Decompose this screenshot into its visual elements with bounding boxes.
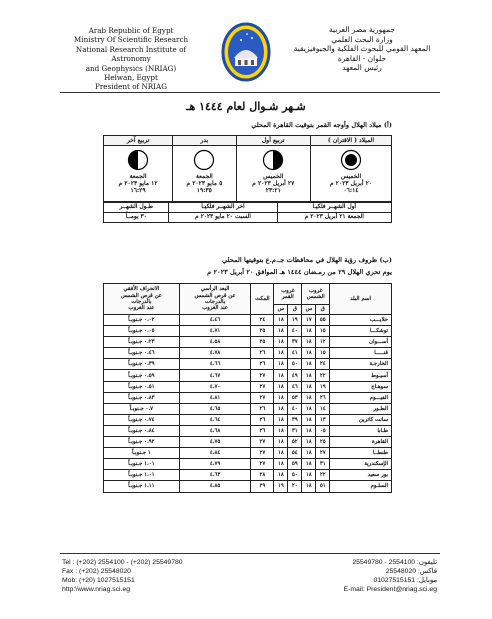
cell-altitude: ٤،٥٨ <box>179 337 251 348</box>
cell-sunset-hours: ١٨ <box>302 448 316 459</box>
cell-moonset-hours: ١٨ <box>274 425 288 436</box>
cell-sunset-hours: ١٨ <box>302 437 316 448</box>
table-row <box>104 337 392 348</box>
col-azimuth-line: الانحراف الأفقي <box>123 286 160 293</box>
cell-sunset-minutes: ٢٢ <box>316 470 330 481</box>
cell-moonset-hours: ١٨ <box>274 370 288 381</box>
footer-mobile-ar <box>344 576 437 585</box>
header-en-line: Arab Republic of Egypt <box>88 26 174 35</box>
cell-sunset-hours: ١٨ <box>302 414 316 425</box>
cell-lag: ٢٧ <box>251 448 274 459</box>
cell-azimuth: ١،٠١ جـنوبـاً <box>104 459 180 470</box>
cell-azimuth: ٠،٨٣ جـنوبـاً <box>104 392 180 403</box>
cell-sunset-minutes: ١٤ <box>316 403 330 414</box>
section-a-heading: (أ) ميلاد الهلال وأوجه القمر بتوقيت القاهرة المحلي <box>251 121 392 129</box>
footer-tel-ar-value: 25549780 - 2554100 <box>352 559 416 566</box>
cell-moonset-minutes: ٥٠ <box>288 359 302 370</box>
header-en-line: President of NRIAG <box>95 82 167 92</box>
cell-sunset-minutes: ٢٧ <box>316 448 330 459</box>
cell-moonset-hours: ١٨ <box>274 414 288 425</box>
table-row <box>104 459 392 470</box>
moon-phases-table <box>103 135 392 203</box>
cell-sunset-minutes: ١٢ <box>316 337 330 348</box>
col-azimuth <box>104 284 180 315</box>
cell-altitude: ٤،٦٣ <box>179 470 251 481</box>
header-ar-line: حلوان - القاهرة <box>337 53 387 63</box>
col-lag: المكث <box>251 284 274 315</box>
cell-lag: ٢٤ <box>251 315 274 326</box>
cell-city: الفيـــوم <box>330 392 392 403</box>
header-divider <box>60 92 440 93</box>
cell-altitude: ٤،٤٦ <box>179 315 251 326</box>
cell-lag: ٢٥ <box>251 326 274 337</box>
cell-city: توشكـــا <box>330 326 392 337</box>
col-moon-minutes: ق <box>288 305 302 315</box>
first-day-value: الجمعة ٢١ أبريل ٢٠٢٣ م <box>277 212 391 223</box>
phase-cell <box>236 146 310 203</box>
phase-date: ٢٧ أبريل ٢٠٢٣ م <box>252 180 295 188</box>
month-length-value: ٣٠ يومــاً <box>104 212 169 223</box>
col-azimuth-line: عن قرص الشمس <box>120 292 162 299</box>
cell-moonset-hours: ١٨ <box>274 403 288 414</box>
cell-city: الخارجـة <box>330 359 392 370</box>
cell-sunset-minutes: ٣١ <box>316 459 330 470</box>
cell-moonset-hours: ١٩ <box>274 481 288 492</box>
table-row <box>104 425 392 436</box>
cell-moonset-minutes: ١٩ <box>288 315 302 326</box>
cell-azimuth: ٠،٧ جـنوبـاً <box>104 403 180 414</box>
cell-lag: ٢٦ <box>251 403 274 414</box>
cell-city: أسيـوط <box>330 370 392 381</box>
col-altitude <box>179 284 251 315</box>
cell-sunset-hours: ١٨ <box>302 370 316 381</box>
cell-azimuth: ٠،٣٩ جـنوبـاً <box>104 359 180 370</box>
header-arabic <box>282 25 442 73</box>
cell-lag: ٢٦ <box>251 425 274 436</box>
cell-city: حلايـــب <box>330 315 392 326</box>
phase-cell <box>173 146 237 203</box>
cell-moonset-hours: ١٨ <box>274 326 288 337</box>
section-b-heading: (ب) ظروف رؤية الهلال في محافظات جـ.م.ع بتوقيتها المحلي <box>222 256 392 264</box>
month-summary-table <box>103 201 392 223</box>
phase-name: بدر <box>173 136 237 146</box>
header-en-line: Ministry Of Scientific Research <box>73 35 189 45</box>
cell-lag: ٢٧ <box>251 381 274 392</box>
cell-city: السلـوم <box>330 481 392 492</box>
cell-azimuth: ٠،٢٣ جـنوبـاً <box>104 337 180 348</box>
phase-time: ١٦:٢٩ <box>130 187 146 195</box>
visibility-rows <box>104 315 392 493</box>
footer-divider <box>60 553 440 554</box>
table-row <box>104 315 392 326</box>
nriag-logo <box>221 22 271 84</box>
cell-moonset-hours: ١٨ <box>274 381 288 392</box>
cell-moonset-minutes: ٥٠ <box>288 470 302 481</box>
cell-city: قنـــــا <box>330 348 392 359</box>
cell-altitude: ٤،٧٩ <box>179 459 251 470</box>
cell-altitude: ٤،٧٠ <box>179 381 251 392</box>
cell-sunset-minutes: ٠٥ <box>316 425 330 436</box>
cell-city: سوهـاج <box>330 381 392 392</box>
cell-city: بور سعيد <box>330 470 392 481</box>
cell-moonset-hours: ١٨ <box>274 315 288 326</box>
phase-day: الخميس <box>340 173 362 180</box>
col-sunset: غروب الشمس <box>302 284 330 305</box>
cell-lag: ٢٦ <box>251 414 274 425</box>
table-row <box>104 481 392 492</box>
cell-lag: ٢٥ <box>251 337 274 348</box>
cell-moonset-hours: ١٨ <box>274 437 288 448</box>
header-ar-line: وزارة البحث العلمي <box>331 34 393 44</box>
cell-altitude: ٤،٦٧ <box>179 370 251 381</box>
table-row <box>104 348 392 359</box>
cell-azimuth: ٠،٥١ جـنوبـاً <box>104 381 180 392</box>
cell-azimuth: ٠،٥٩ جـنوبـاً <box>104 370 180 381</box>
cell-moonset-minutes: ٣١ <box>288 425 302 436</box>
cell-moonset-hours: ١٨ <box>274 392 288 403</box>
cell-sunset-hours: ١٨ <box>302 481 316 492</box>
cell-moonset-hours: ١٨ <box>274 470 288 481</box>
cell-city: أســـوان <box>330 337 392 348</box>
table-row <box>104 381 392 392</box>
new-moon-icon <box>340 149 362 171</box>
last-day-value: السبت ٢٠ مايو ٢٠٢٣ م <box>169 212 277 223</box>
cell-lag: ٢٨ <box>251 470 274 481</box>
footer-mobile-ar-label: موبايل: <box>416 577 437 584</box>
cell-sunset-hours: ١٨ <box>302 470 316 481</box>
header-en-line: National Research Institute of Astronomy <box>75 44 187 64</box>
footer-fax-ar-label: فاكس: <box>417 568 437 575</box>
footer-fax-ar <box>344 567 437 576</box>
header-ar-line: رئيس المعهد <box>342 63 382 73</box>
phase-name: الميلاد ( الاقتران ) <box>310 136 391 146</box>
cell-lag: ٢٩ <box>251 481 274 492</box>
cell-sunset-minutes: ١٥ <box>316 348 330 359</box>
table-row <box>104 392 392 403</box>
cell-sunset-minutes: ١٥ <box>316 326 330 337</box>
cell-sunset-hours: ١٨ <box>302 425 316 436</box>
cell-altitude: ٤،٨٤ <box>179 448 251 459</box>
footer-mobile: Mob: (+20) 1027515151 <box>62 577 135 584</box>
footer-email-link[interactable]: E-mail: President@nriag.sci.eg <box>343 586 437 593</box>
footer-tel-ar-label: تليفون: <box>416 559 437 566</box>
cell-moonset-hours: ١٨ <box>274 448 288 459</box>
cell-sunset-minutes: ٥١ <box>316 481 330 492</box>
col-altitude-line: عند الغروب <box>202 305 229 312</box>
cell-sunset-minutes: ٢٢ <box>316 370 330 381</box>
cell-city: سانت كاترين <box>330 414 392 425</box>
cell-city: الطـور <box>330 403 392 414</box>
cell-azimuth: ١،٠١ جـنوبـاً <box>104 470 180 481</box>
cell-altitude: ٤،٦٥ <box>179 403 251 414</box>
header-ar-line: جمهورية مصر العربية <box>329 25 395 34</box>
cell-sunset-hours: ١٨ <box>302 337 316 348</box>
col-moonset: غروب القمر <box>274 284 302 305</box>
phase-day: الخميس <box>263 173 284 180</box>
first-quarter-moon-icon <box>262 149 284 171</box>
cell-lag: ٢٧ <box>251 370 274 381</box>
page-title: شـهر شـوال لعام ١٤٤٤ هـ <box>186 100 306 113</box>
cell-moonset-minutes: ٤١ <box>288 348 302 359</box>
cell-moonset-minutes: ٣٧ <box>288 337 302 348</box>
cell-sunset-hours: ١٨ <box>302 359 316 370</box>
cell-moonset-minutes: ٢٠ <box>288 481 302 492</box>
cell-moonset-minutes: ٥٤ <box>288 448 302 459</box>
phase-day: الجمعة <box>195 173 213 180</box>
phase-time: ٠٦:١٤ <box>343 187 359 195</box>
phase-date: ٢٠ أبريل ٢٠٢٣ م <box>329 180 373 188</box>
cell-city: طنطــا <box>330 448 392 459</box>
col-azimuth-line: عند الغروب <box>128 305 155 312</box>
cell-altitude: ٤،٧٥ <box>179 437 251 448</box>
col-city: اسم البلد <box>330 284 392 315</box>
cell-sunset-minutes: ٢٤ <box>316 359 330 370</box>
cell-lag: ٢٧ <box>251 437 274 448</box>
phase-day: الجمعة <box>129 173 147 180</box>
cell-azimuth: ٠،٠٥ جـنوبـاً <box>104 326 180 337</box>
table-row <box>104 359 392 370</box>
footer-website-link[interactable]: http:\\www.nriag.sci.eg <box>62 586 130 593</box>
cell-lag: ٢٧ <box>251 392 274 403</box>
col-azimuth-line: بالدرجات <box>131 299 152 305</box>
cell-sunset-hours: ١٨ <box>302 348 316 359</box>
cell-azimuth: ٠،٩٢ جـنوبـاً <box>104 437 180 448</box>
table-row <box>104 470 392 481</box>
cell-moonset-minutes: ٣٩ <box>288 414 302 425</box>
cell-moonset-minutes: ٤٠ <box>288 403 302 414</box>
cell-altitude: ٤،٦٤ <box>179 414 251 425</box>
col-moon-hours: س <box>274 305 288 315</box>
footer-fax: Fax : (+202) 25548020 <box>62 568 131 575</box>
phase-cell <box>104 146 173 203</box>
last-day-label: آخر الشهــر فلكيـاً <box>169 202 277 213</box>
last-quarter-moon-icon <box>127 149 149 171</box>
cell-lag: ٢٦ <box>251 359 274 370</box>
cell-moonset-minutes: ٥٢ <box>288 437 302 448</box>
phase-time: ١٩:٣٥ <box>196 187 212 195</box>
cell-moonset-minutes: ٥٣ <box>288 392 302 403</box>
cell-lag: ٢٧ <box>251 459 274 470</box>
cell-azimuth: ١ جـنوبـاً <box>104 448 180 459</box>
crescent-visibility-table <box>103 283 392 493</box>
cell-altitude: ٤،٨٥ <box>179 481 251 492</box>
cell-city: طـابا <box>330 425 392 436</box>
phase-time: ٢٣:٢١ <box>265 187 281 195</box>
cell-sunset-hours: ١٨ <box>302 326 316 337</box>
cell-azimuth: ١،١١ جـنوبـاً <box>104 481 180 492</box>
full-moon-icon <box>193 149 215 171</box>
cell-azimuth: ٠،٨٤ جـنوبـاً <box>104 425 180 436</box>
cell-moonset-hours: ١٨ <box>274 359 288 370</box>
table-row <box>104 448 392 459</box>
table-row <box>104 403 392 414</box>
phase-name: تربيع آخر <box>104 136 173 146</box>
first-day-label: أول الشهــر فلكيـاً <box>277 202 391 213</box>
cell-moonset-minutes: ٤٩ <box>288 370 302 381</box>
cell-sunset-hours: ١٨ <box>302 403 316 414</box>
month-length-label: طـول الشهــر <box>104 202 169 213</box>
cell-sunset-minutes: ٢٥ <box>316 437 330 448</box>
cell-moonset-hours: ١٨ <box>274 459 288 470</box>
cell-azimuth: ٠،٤٦ جـنوبـاً <box>104 348 180 359</box>
cell-moonset-minutes: ٤٦ <box>288 381 302 392</box>
table-row <box>104 370 392 381</box>
cell-sunset-minutes: ١٣ <box>316 414 330 425</box>
cell-sunset-hours: ١٨ <box>302 392 316 403</box>
col-sun-minutes: ق <box>316 305 330 315</box>
cell-city: القاهرة <box>330 437 392 448</box>
cell-sunset-hours: ١٨ <box>302 381 316 392</box>
footer-contacts-ar <box>344 558 437 594</box>
phase-date: ١٢ مايو ٢٠٢٣ م <box>118 180 158 188</box>
cell-lag: ٢٦ <box>251 348 274 359</box>
cell-altitude: ٤،٧١ <box>179 326 251 337</box>
cell-sunset-hours: ١٨ <box>302 459 316 470</box>
cell-altitude: ٤،٦٦ <box>179 359 251 370</box>
footer-contacts-en <box>62 558 183 594</box>
col-altitude-line: بالدرجات <box>204 299 226 305</box>
footer-fax-ar-value: 25548020 <box>385 568 416 575</box>
cell-azimuth: ٠،٠٢ جـنوبـاً <box>104 315 180 326</box>
cell-azimuth: ٠،٧٤ جـنوبـاً <box>104 414 180 425</box>
table-row <box>104 437 392 448</box>
cell-altitude: ٤،٨١ <box>179 392 251 403</box>
cell-city: الإسكندرية <box>330 459 392 470</box>
cell-moonset-minutes: ٥٩ <box>288 459 302 470</box>
section-b-subheading: يوم تحري الهلال ٢٩ من رمـضان ١٤٤٤ هـ الموافق ٢٠ أبريل ٢٠٢٣ م <box>207 268 392 276</box>
header-ar-line: المعهد القومي للبحوث الفلكية والجيوفيزيقية <box>293 44 431 54</box>
cell-sunset-hours: ١٧ <box>302 315 316 326</box>
cell-moonset-hours: ١٨ <box>274 348 288 359</box>
col-altitude-line: عن قرص الشمس <box>194 292 236 299</box>
cell-sunset-minutes: ٥٥ <box>316 315 330 326</box>
table-row <box>104 326 392 337</box>
cell-sunset-minutes: ٢٦ <box>316 392 330 403</box>
cell-sunset-minutes: ١٩ <box>316 381 330 392</box>
phase-name: تربيع أول <box>236 136 310 146</box>
phase-date: ٥ مايو ٢٠٢٣ م <box>186 180 223 188</box>
header-english <box>56 26 206 92</box>
col-altitude-line: البعد الرأسي <box>200 286 230 293</box>
phase-cell <box>310 146 391 203</box>
col-sun-hours: س <box>302 305 316 315</box>
header-en-line: Helwan, Egypt <box>104 73 158 83</box>
table-row <box>104 414 392 425</box>
footer-mobile-ar-value: 01027515151 <box>373 577 416 584</box>
cell-moonset-hours: ١٨ <box>274 337 288 348</box>
footer-tel-ar <box>344 558 437 567</box>
cell-altitude: ٤،٧٨ <box>179 348 251 359</box>
header-en-line: and Geophysics (NRIAG) <box>85 63 177 73</box>
footer-tel: Tel : (+202) 2554100 - (+202) 25549780 <box>62 559 183 566</box>
cell-moonset-minutes: ٤٠ <box>288 326 302 337</box>
cell-altitude: ٤،٦٨ <box>179 425 251 436</box>
